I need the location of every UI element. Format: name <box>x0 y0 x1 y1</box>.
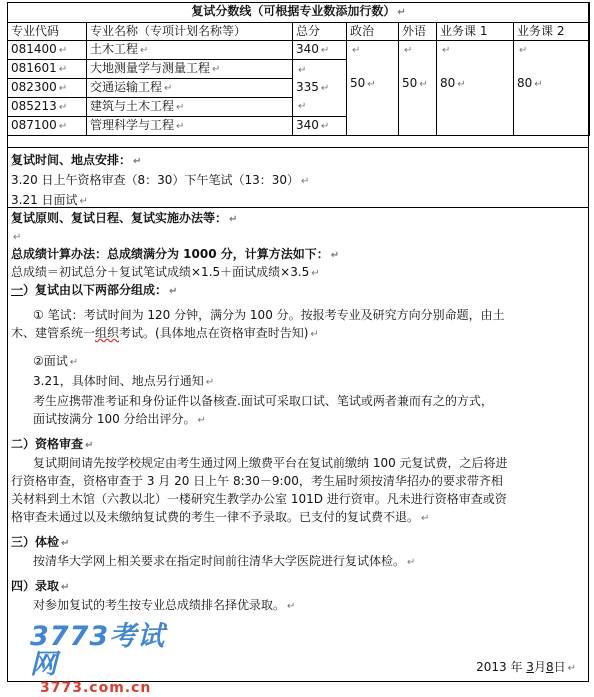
header-total: 总分 <box>293 23 347 41</box>
table-row: 082300 ↵ 交通运输工程 ↵ <box>8 79 590 98</box>
review-text-cont: 关材料到土木馆（六教以北）一楼研究生教学办公室 101D 进行资审。凡未进行资格审查或资 <box>11 492 507 506</box>
review-text: 复试期间请先按学校规定由考生通过网上缴费平台在复试前缴纳 100 元复试费，之后将进 <box>33 456 508 470</box>
header-language: 外语 <box>399 23 437 41</box>
row-code: 081400 <box>11 42 57 56</box>
row-name: 管理科学与工程 <box>90 118 175 132</box>
header-code: 专业代码 <box>8 23 87 41</box>
logo-brand: 3773考试网 <box>30 621 166 680</box>
score-line-table <box>7 2 590 136</box>
written-exam-text-cont: 木、建管系统一组织考试。(具体地点在资格审查时告知) ↵ <box>11 326 319 340</box>
header-course2: 业务课 2 <box>514 23 590 41</box>
row-name: 大地测量学与测量工程 <box>90 61 211 75</box>
row-total: 340 <box>296 118 319 132</box>
table-row: 081400 ↵ 土木工程 ↵ 340 ↵ ↵ 50 ↵ ↵ 50 ↵ ↵ 80 ↵ ↵ 80 ↵ <box>8 41 590 60</box>
interview-heading: ②面试 ↵ <box>33 354 79 368</box>
site-watermark-logo <box>30 621 190 696</box>
logo-domain: 3773.com.cn <box>40 680 152 696</box>
admission-text: 对参加复试的考生按专业总成绩排名择优录取。 ↵ <box>33 598 296 612</box>
table-row: 085213 ↵ 建筑与土木工程 ↵ <box>8 98 590 117</box>
arrangement-line: 3.20 日上午资格审查（8：30）下午笔试（13：30） ↵ <box>11 173 310 187</box>
part1-heading: 一）复试由以下两部分组成： ↵ <box>11 283 178 297</box>
review-text-cont: 行资格审查，资格审查于 3 月 20 日上午 8:30－9:00，考生届时须按清华招办的要求带齐相 <box>11 474 503 488</box>
row-code: 085213 <box>11 99 57 113</box>
row-total: 335 <box>296 80 319 94</box>
arrangement-heading: 复试时间、地点安排： ↵ <box>11 153 142 167</box>
principles-section: 复试原则、复试日程、复试实施办法等： ↵ ↵ 总成绩计算办法：总成绩满分为 1000 分，计算方法如下： ↵ 总成绩＝初试总分＋复试笔试成绩×1.5＋面试成绩×3.5 ↵ 一）复试由以下两部分组成： ↵ ① 笔试：考试时间为 120 分钟，满分为 100 分。按报考专业及研究方向分别命题，由土 木、建管系统一组织考试。(具体地点在资格审查时告知) ↵ ②面试 ↵ 3.21，具体时间、地点另行通知 ↵ 考生应携带准考证和身份证件以备核查.面试可采取口试、笔试或两者兼而有之的方式， 面试按满分 100 分给出评分。 ↵ 二）资格审查 ↵ 复试期间请先按学校规定由考生通过网上缴费平台在复试前缴纳 100 元复试费，之后将进 行资格审查，资格审查于 3 月 20 日上午 8:30－9:00，考生届时须按清华招办的要求带齐相 关材料到土木馆（六教以北）一楼研究生教学办公室 101D 进行资审。凡未进行资格审查或资 格审查未通过以及未缴纳复试费的考生一律不予录取。已支付的复试费不退。 ↵ 三）体检 ↵ 按清华大学网上相关要求在指定时间前往清华大学医院进行复试体检。 ↵ 四）录取 ↵ 对参加复试的考生按专业总成绩排名择优录取。 ↵ <box>8 207 588 683</box>
header-name: 专业名称（专项计划名称等） <box>87 23 293 41</box>
politics-cell: ↵ 50 ↵ <box>347 41 399 136</box>
header-politics: 政治 <box>347 23 399 41</box>
table-header-row <box>8 23 590 41</box>
row-code: 082300 <box>11 80 57 94</box>
notice-document <box>7 2 589 696</box>
table-row: 081601 ↵ 大地测量学与测量工程 ↵ ↵ 335 ↵ ↵ <box>8 60 590 79</box>
arrangement-section <box>8 147 588 207</box>
row-name: 土木工程 <box>90 42 139 56</box>
header-course1: 业务课 1 <box>437 23 514 41</box>
interview-text: 3.21，具体时间、地点另行通知 ↵ <box>33 374 215 388</box>
row-name: 交通运输工程 <box>90 80 163 94</box>
row-code: 081601 <box>11 61 57 75</box>
row-total: 340 <box>296 42 319 56</box>
written-exam-text: ① 笔试：考试时间为 120 分钟，满分为 100 分。按报考专业及研究方向分别命题，由土 <box>33 308 505 322</box>
review-heading: 二）资格审查 ↵ <box>11 437 94 451</box>
health-heading: 三）体检 ↵ <box>11 535 70 549</box>
interview-text: 考生应携带准考证和身份证件以备核查.面试可采取口试、笔试或两者兼而有之的方式， <box>33 394 493 408</box>
admission-heading: 四）录取 ↵ <box>11 579 70 593</box>
row-code: 087100 <box>11 118 57 132</box>
calc-formula: 总成绩＝初试总分＋复试笔试成绩×1.5＋面试成绩×3.5 ↵ <box>11 265 320 279</box>
interview-text-cont: 面试按满分 100 分给出评分。 ↵ <box>33 412 206 426</box>
review-text-cont: 格审查未通过以及未缴纳复试费的考生一律不予录取。已支付的复试费不退。 ↵ <box>11 510 430 524</box>
calc-heading: 总成绩计算办法：总成绩满分为 1000 分，计算方法如下： ↵ <box>11 247 340 261</box>
course2-cell: ↵ 80 ↵ <box>514 41 590 136</box>
table-row: 087100 ↵ 管理科学与工程 ↵ 340 ↵ <box>8 117 590 136</box>
row-name: 建筑与土木工程 <box>90 99 175 113</box>
health-text: 按清华大学网上相关要求在指定时间前往清华大学医院进行复试体检。 ↵ <box>33 554 416 568</box>
language-cell: ↵ 50 ↵ <box>399 41 437 136</box>
arrangement-line: 3.21 日面试 ↵ <box>11 193 88 207</box>
document-date: 2013 年 3月8日 ↵ <box>476 660 576 674</box>
table-title: 复试分数线（可根据专业数添加行数） ↵ <box>8 3 590 23</box>
course1-cell: ↵ 80 ↵ <box>437 41 514 136</box>
principles-heading: 复试原则、复试日程、复试实施办法等： ↵ <box>11 211 238 225</box>
